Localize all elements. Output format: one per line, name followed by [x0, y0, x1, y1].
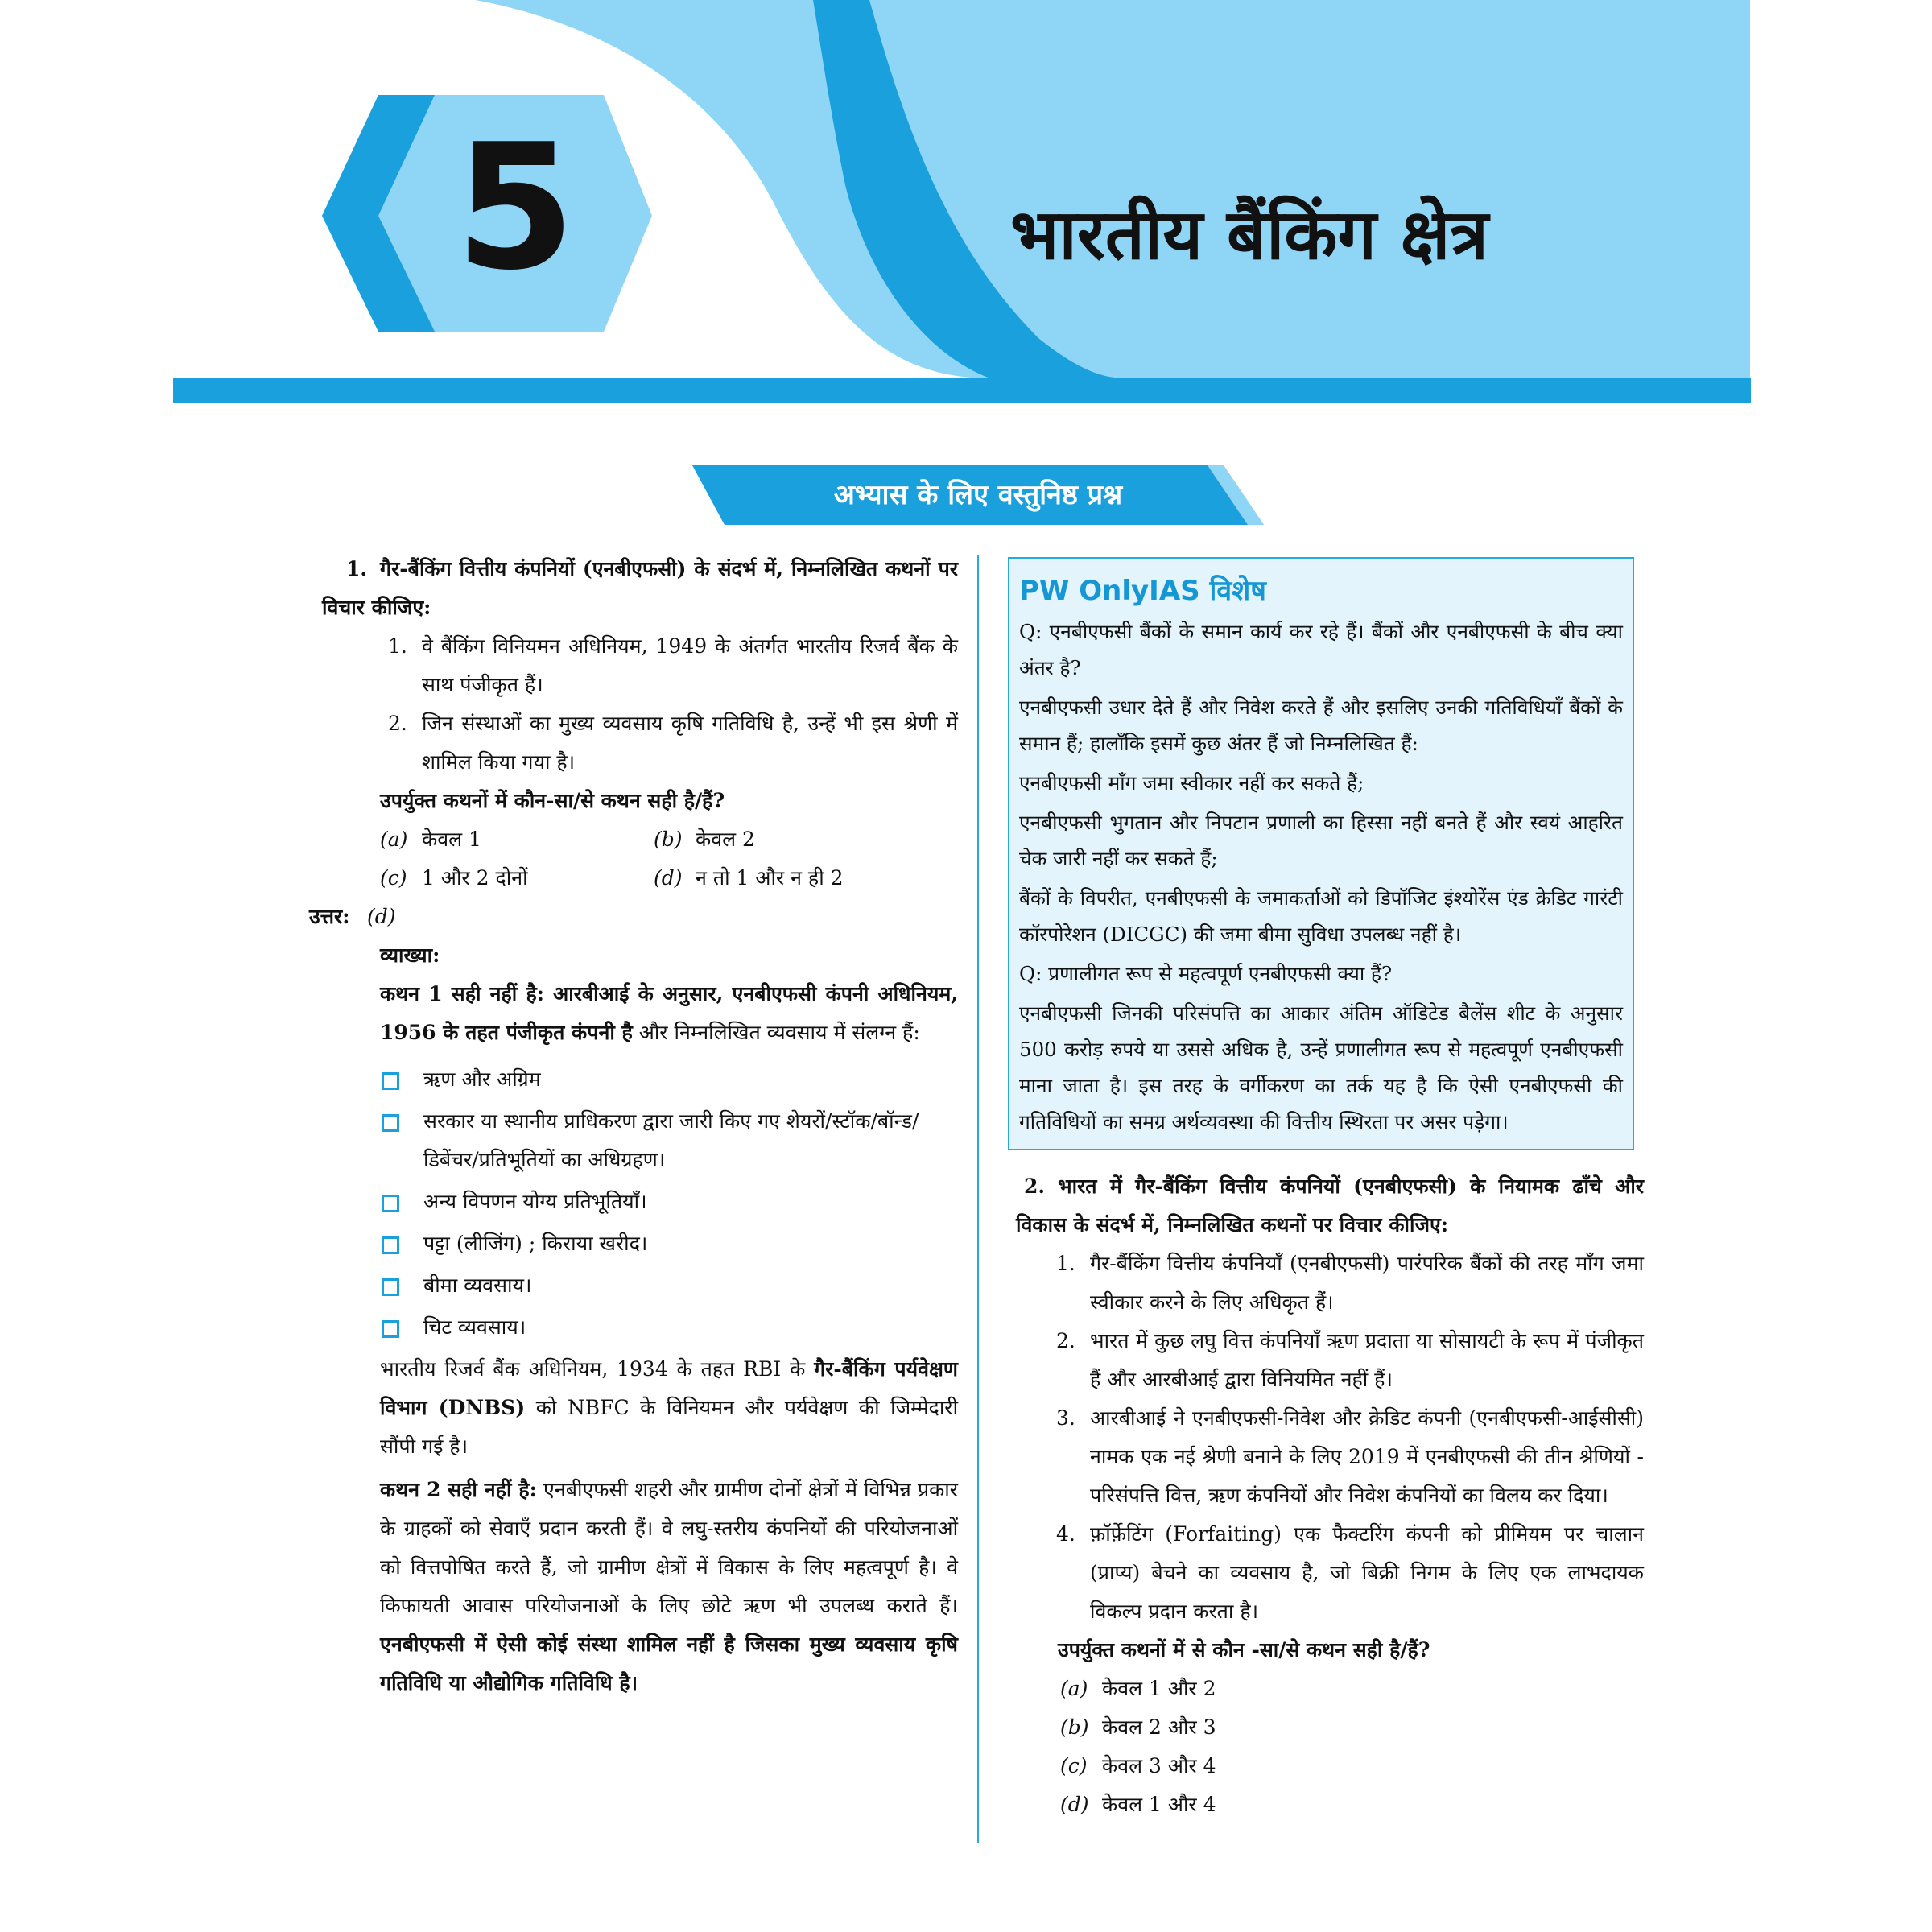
option-b[interactable]: (b) केवल 2	[654, 828, 755, 851]
question-2	[1016, 1167, 1644, 1824]
special-box-title: PW OnlyIAS विशेष	[1019, 575, 1266, 607]
option-b[interactable]: (b) केवल 2 और 3	[1060, 1715, 1216, 1739]
chapter-number: 5	[455, 106, 576, 308]
pw-special-box	[1008, 557, 1634, 1150]
explanation-paragraph-3: कथन 2 सही नहीं है: एनबीएफसी शहरी और ग्रामीण दोनों क्षेत्रों में विभिन्न प्रकार के ग्राहकों को सेवाएँ प्रदान करती हैं। वे लघु-स्तरीय कंपनियों की परियोजनाओं को वित्तपोषित करते हैं, जो ग्रामीण क्षेत्रों में विकास के लिए महत्वपूर्ण है। वे किफायती आवास परियोजनाओं के लिए छोटे ऋण भी उपलब्ध कराते हैं। एनबीएफसी में ऐसी कोई संस्था शामिल नहीं है जिसका मुख्य व्यवसाय कृषि गतिविधि या औद्योगिक गतिविधि है।	[380, 1478, 958, 1695]
checkbox-bullet-icon	[382, 1236, 399, 1254]
option-c[interactable]: (c) 1 और 2 दोनों	[380, 866, 528, 890]
list-item: अन्य विपणन योग्य प्रतिभूतियाँ।	[380, 1183, 958, 1221]
checkbox-bullet-icon	[382, 1114, 399, 1132]
checkbox-bullet-icon	[382, 1320, 399, 1338]
special-box-paragraph: एनबीएफसी माँग जमा स्वीकार नहीं कर सकते हैं;	[1019, 771, 1364, 795]
special-box-paragraph: Q: एनबीएफसी बैंकों के समान कार्य कर रहे हैं। बैंकों और एनबीएफसी के बीच क्या अंतर है?	[1019, 620, 1623, 679]
list-item: ऋण और अग्रिम	[380, 1060, 958, 1099]
question-2-text: 2. भारत में गैर-बैंकिंग वित्तीय कंपनियों (एनबीएफसी) के नियामक ढाँचे और विकास के संदर्भ में, निम्नलिखित कथनों पर विचार कीजिए:	[1016, 1174, 1644, 1236]
checkbox-bullet-icon	[382, 1195, 399, 1212]
special-box-paragraph: बैंकों के विपरीत, एनबीएफसी के जमाकर्ताओं को डिपॉजिट इंश्योरेंस एंड क्रेडिट गारंटी कॉरपोरेशन (DICGC) की जमा बीमा सुविधा उपलब्ध नहीं है।	[1019, 886, 1623, 946]
section-banner-label: अभ्यास के लिए वस्तुनिष्ठ प्रश्न	[833, 479, 1123, 511]
statement-item: 1. वे बैंकिंग विनियमन अधिनियम, 1949 के अंतर्गत भारतीय रिजर्व बैंक के साथ पंजीकृत हैं।	[388, 634, 958, 696]
option-d[interactable]: (d) न तो 1 और न ही 2	[654, 866, 844, 890]
options-list	[1060, 1670, 1644, 1824]
checkbox-bullet-icon	[382, 1278, 399, 1296]
statement-item: 2. भारत में कुछ लघु वित्त कंपनियाँ ऋण प्रदाता या सोसायटी के रूप में पंजीकृत हैं और आरबीआई द्वारा विनियमित नहीं हैं।	[1056, 1329, 1644, 1391]
question-1	[309, 550, 959, 1703]
special-box-paragraph: एनबीएफसी उधार देते हैं और निवेश करते हैं और इसलिए उनकी गतिविधियाँ बैंकों के समान हैं; हालाँकि इसमें कुछ अंतर हैं जो निम्नलिखित हैं:	[1019, 696, 1623, 755]
list-item: सरकार या स्थानीय प्राधिकरण द्वारा जारी किए गए शेयरों/स्टॉक/बॉन्ड/डिबेंचर/प्रतिभूतियों का अधिग्रहण।	[380, 1102, 958, 1179]
list-item: चिट व्यवसाय।	[380, 1308, 958, 1347]
option-c[interactable]: (c) केवल 3 और 4	[1060, 1754, 1216, 1777]
option-a[interactable]: (a) केवल 1	[380, 828, 481, 851]
answer-line: उत्तर: (d)	[309, 905, 396, 928]
question-prompt: उपर्युक्त कथनों में कौन-सा/से कथन सही है/हैं?	[380, 789, 725, 812]
question-prompt: उपर्युक्त कथनों में से कौन -सा/से कथन सही है/हैं?	[1058, 1638, 1430, 1662]
explanation-paragraph-2: भारतीय रिजर्व बैंक अधिनियम, 1934 के तहत RBI के गैर-बैंकिंग पर्यवेक्षण विभाग (DNBS) को NBFC के विनियमन और पर्यवेक्षण की जिम्मेदारी सौंपी गई है।	[380, 1357, 959, 1458]
special-box-paragraph: Q: प्रणालीगत रूप से महत्वपूर्ण एनबीएफसी क्या हैं?	[1019, 962, 1393, 985]
special-box-paragraph: एनबीएफसी भुगतान और निपटान प्रणाली का हिस्सा नहीं बनते हैं और स्वयं आहरित चेक जारी नहीं कर सकते हैं;	[1019, 811, 1623, 870]
options-list	[380, 820, 958, 898]
statement-item: 3. आरबीआई ने एनबीएफसी-निवेश और क्रेडिट कंपनी (एनबीएफसी-आईसीसी) नामक एक नई श्रेणी बनाने के लिए 2019 में एनबीएफसी की तीन श्रेणियों - परिसंपत्ति वित्त, ऋण कंपनियों और निवेश कंपनियों का विलय कर दिया।	[1056, 1406, 1644, 1507]
statement-item: 2. जिन संस्थाओं का मुख्य व्यवसाय कृषि गतिविधि है, उन्हें भी इस श्रेणी में शामिल किया गया है।	[388, 712, 958, 774]
option-d[interactable]: (d) केवल 1 और 4	[1060, 1793, 1216, 1816]
explanation-label: व्याख्या:	[380, 943, 440, 967]
list-item: पट्टा (लीजिंग) ; किराया खरीद।	[380, 1224, 958, 1263]
business-list	[380, 1060, 958, 1347]
special-box-paragraph: एनबीएफसी जिनकी परिसंपत्ति का आकार अंतिम ऑडिटेड बैलेंस शीट के अनुसार 500 करोड़ रुपये या उससे अधिक है, उन्हें प्रणालीगत रूप से महत्वपूर्ण एनबीएफसी माना जाता है। इस तरह के वर्गीकरण का तर्क यह है कि ऐसी एनबीएफसी की गतिविधियों का समग्र अर्थव्यवस्था की वित्तीय स्थिरता पर असर पड़ेगा।	[1019, 1001, 1623, 1133]
chapter-header-graphic	[0, 0, 1932, 419]
list-item: बीमा व्यवसाय।	[380, 1266, 958, 1305]
checkbox-bullet-icon	[382, 1072, 399, 1090]
header-bottom-bar	[173, 378, 1751, 402]
chapter-title: भारतीय बैंकिंग क्षेत्र	[1010, 195, 1488, 275]
statement-item: 4. फ़ॉर्फ़ेटिंग (Forfaiting) एक फैक्टरिंग कंपनी को प्रीमियम पर चालान (प्राप्य) बेचने का व्यवसाय है, जो बिक्री निगम के लिए एक लाभदायक विकल्प प्रदान करता है।	[1056, 1522, 1644, 1623]
statement-item: 1. गैर-बैंकिंग वित्तीय कंपनियाँ (एनबीएफसी) पारंपरिक बैंकों की तरह माँग जमा स्वीकार करने के लिए अधिकृत हैं।	[1056, 1252, 1644, 1314]
column-divider	[977, 555, 979, 1843]
question-1-text: 1. गैर-बैंकिंग वित्तीय कंपनियों (एनबीएफसी) के संदर्भ में, निम्नलिखित कथनों पर विचार कीजिए:	[322, 557, 958, 619]
explanation-paragraph-1: कथन 1 सही नहीं है: आरबीआई के अनुसार, एनबीएफसी कंपनी अधिनियम, 1956 के तहत पंजीकृत कंपनी है और निम्नलिखित व्यवसाय में संलग्न हैं:	[380, 982, 958, 1044]
option-a[interactable]: (a) केवल 1 और 2	[1060, 1677, 1216, 1700]
